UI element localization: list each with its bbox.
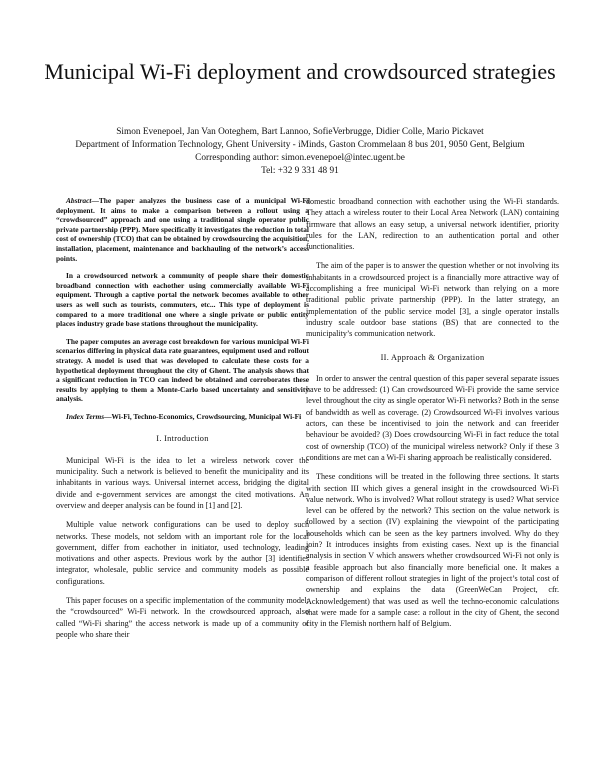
index-terms-label: Index Terms <box>66 411 105 421</box>
intro-paragraph-5: The aim of the paper is to answer the question whether or not involving its inhabitants in a crowdsourced project is a financially more attractive way of accomplishing a free municipal Wi-Fi network than relying on a more traditional public private partnership (PPP). In the latter strategy, an implementation of the public service model [3], a single operator installs industry scale outdoor base stations (BS) that are connected to the municipality’s communication network. <box>306 261 559 339</box>
abstract-paragraph-2: In a crowdsourced network a community of people share their domestic broadband connection with eachother using commercially available Wi-Fi equipment. Through a captive portal the network becomes available to other users as well such as tourists, commuters, etc... This type of deployment is compared to a more traditional one where a single private or public entity places industry grade base stations throughout the municipality. <box>56 271 309 329</box>
intro-paragraph-3: This paper focuses on a specific implementation of the community model: the “crowdsourced” Wi-Fi network. In the crowdsourced approach, also called “Wi-Fi sharing” the access network is made up of a community of people who share their <box>56 596 309 639</box>
abstract-label: Abstract <box>66 196 92 205</box>
abstract-paragraph-1 <box>56 196 309 263</box>
approach-paragraph-2: These conditions will be treated in the following three sections. It starts with section III which gives a general insight in the crowdsourced Wi-Fi value network. Who is involved? What rollout strategy is used? What service level can be offered by the network? This section on the value network is followed by a section (IV) explaining the viewpoint of the participating households which can be seen as the key partners involved. Why do they join? It introduces insights from existing cases. Next up is the financial analysis in section V which answers whether crowdsourced Wi-Fi not only is a feasible approach but also financially more beneficial one. It makes a comparison of different rollout strategies in light of the project’s total cost of ownership and explains the data (GreenWeCan Project, cfr. Acknowledgement) that was used as well the techno-economic calculations that were made for a sample case: a rollout in the city of Ghent, the second city in the Flemish northern half of Belgium. <box>306 472 559 629</box>
affiliation: Department of Information Technology, Ghent University - iMinds, Gaston Crommelaan 8 bus 201, 9050 Gent, Belgium <box>75 140 525 150</box>
approach-paragraph-1: In order to answer the central question of this paper several separate issues have to be addressed: (1) Can crowdsourced Wi-Fi provide the same service level throughout the city as single operator Wi-Fi networks? Both in the sense of bandwidth as well as coverage. (2) Crowdsourced Wi-Fi involves various actors, can these be incentivised to join the network and can freerider behaviour be avoided? (3) Does crowdsourcing Wi-Fi in fact reduce the total cost of ownership (TCO) of the municipal wireless network? Only if these 3 conditions are met can a Wi-Fi sharing approach be realistically considered. <box>306 373 559 462</box>
intro-paragraph-2: Multiple value network configurations can be used to deploy such networks. These models, not seldom with an important role for the local government, differ from eachother in initiator, used technology, leading motivations and other aspects. Previous work by the author [3] identifies integrator, wholesale, public service and community models as possible configurations. <box>56 520 309 586</box>
left-column <box>56 196 309 648</box>
corresponding-author: Corresponding author: simon.evenepoel@intec.ugent.be <box>195 153 405 163</box>
index-terms <box>56 412 309 422</box>
right-column <box>306 196 559 637</box>
abstract-paragraph-3: The paper computes an average cost breakdown for various municipal Wi-Fi scenarios differing in physical data rate guarantees, equipment used and rollout strategy. A model is used that was developed to calculate these costs for a hypothetical deployment throughout the city of Ghent. The analysis shows that a significant reduction in TCO can indeed be obtained and corroborates these results by applying to them a Monte-Carlo based uncertainty and sensitivity analysis. <box>56 336 309 404</box>
intro-paragraph-1: Municipal Wi-Fi is the idea to let a wireless network cover the municipality. Such a network is believed to benefit the municipality and its inhabitants in various ways. Universal internet access, bridging the digital divide and e-government services are amongst the cited motivations. An overview and deeper analysis can be found in [1] and [2]. <box>56 455 309 510</box>
section-heading-approach: II. Approach & Organization <box>380 352 485 362</box>
telephone: Tel: +32 9 331 48 91 <box>261 166 339 176</box>
paper-title: Municipal Wi-Fi deployment and crowdsourced strategies <box>44 59 556 84</box>
intro-paragraph-4: domestic broadband connection with eachother using the Wi-Fi standards. They attach a wireless router to their Local Area Network (LAN) containing firmware that allows an easy setup, a universal network identifier, priority rules for the LAN, redirection to an authentication portal and other functionalities. <box>306 197 559 252</box>
author-names: Simon Evenepoel, Jan Van Ooteghem, Bart Lannoo, SofieVerbrugge, Didier Colle, Mario Pickavet <box>116 127 484 137</box>
index-terms-text: —Wi-Fi, Techno-Economics, Crowdsourcing, Municipal Wi-Fi <box>104 411 302 421</box>
section-heading-introduction: I. Introduction <box>156 434 209 444</box>
author-block <box>30 126 570 178</box>
abstract-text-1: —The paper analyzes the business case of a municipal Wi-Fi deployment. It aims to make a comparison between a rollout using a “crowdsourced” approach and one using a traditional single operator public private partnership (PPP). More specifically it investigates the reduction in total cost of ownership (TCO) that can be obtained by crowdsourcing the acquisition, installation, placement, maintenance and backhauling of the network’s access points. <box>56 196 309 263</box>
